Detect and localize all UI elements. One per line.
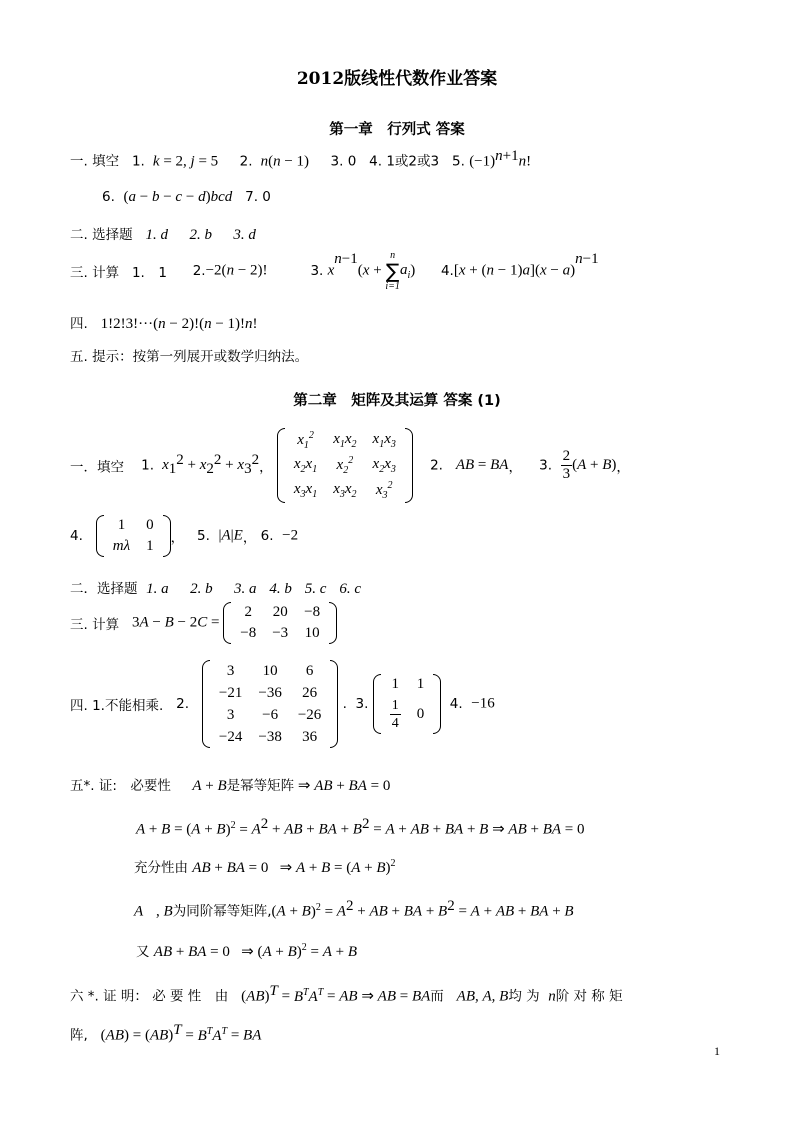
ch2-q2-item: 5. c — [304, 581, 327, 597]
matrix-m-lambda: 1 0 mλ 1 — [96, 515, 171, 557]
ch2-q1-a5-num: 5. — [196, 528, 210, 544]
ch2-q1-line1: 一．填空 1. $x_1^2 + x_2^2 + x_3^2$， $x_1^2$ $x_1x_2$ $x_1x_3$ $x_2x_1$ $x_2^2$ $x_2x_3$ $x_3x_1$ $x_3x_2$ $x_3^2$ 2. AB = BA， 3. $\frac{2}{3}$ (A + B)， — [70, 430, 630, 501]
matrix-cell: −26 — [297, 707, 322, 723]
symmetric-matrix: $x_1^2$ $x_1x_2$ $x_1x_3$ $x_2x_1$ $x_2^2$ $x_2x_3$ $x_3x_1$ $x_3x_2$ $x_3^2$ — [277, 428, 413, 503]
ch2-q5-text2: 为同阶幂等矩阵, — [172, 903, 272, 920]
ch2-q4-label: 四. 1.不能相乘. — [70, 698, 164, 714]
ch1-q2-line — [70, 223, 256, 244]
ch2-q6-label: 六 *. 证 明： 必 要 性 由 — [70, 988, 229, 1005]
ch2-q5-line4: A , B为同阶幂等矩阵$,(A + B)^2 = A^2$ + AB + BA + $B^2 = A$ + AB + BA + B — [134, 898, 574, 920]
ch2-q2-item: 2. b — [190, 581, 213, 597]
ch2-q6-text2: 均 为 — [508, 988, 540, 1005]
fraction-two-thirds: $\frac{2}{3}$ — [562, 448, 571, 482]
matrix-cell: −24 — [218, 729, 243, 745]
matrix-cell: 2 — [244, 604, 252, 620]
fraction-matrix-2x2: 1 1 $\frac{1}{4}$ 0 — [373, 674, 442, 734]
ch2-q4-line: 四. 1.不能相乘. 2. 3 10 6 −21 −36 26 3 −6 −26 −24 −38 36 . 3. 1 1 $\frac{1}{4}$ 0 4. −16 — [70, 660, 495, 748]
matrix-cell: 6 — [305, 663, 314, 679]
ch1-q1-a4: 4. 1或2或3 — [369, 153, 440, 170]
ch2-q2-item: 6. c — [339, 581, 361, 597]
matrix-cell: −38 — [258, 729, 282, 745]
ch1-q2-item: 3. d — [233, 227, 256, 243]
ch1-q3-line: 三. 计算 1. 1 2.−2(n − 2)! 3. $x^{n-1}(x$ + n ∑ i=1 $a_i$) $4.[x + (n - 1)a](x - a)^{n-1}$ — [70, 250, 599, 292]
ch2-q1-a3-num: 3. — [539, 457, 553, 474]
ch1-q1-a5-num: 5. — [452, 153, 465, 170]
ch1-q3-a2-num: 2. — [192, 263, 206, 279]
matrix-cell: −8 — [240, 625, 257, 641]
page-title: 2012版线性代数作业答案 — [296, 69, 498, 89]
matrix-cell: 10 — [304, 625, 320, 641]
ch1-q4-label: 四. — [70, 316, 88, 332]
ch2-q4-a3-num: 3. — [355, 696, 369, 712]
ch1-q1-label: 一. 填空 — [70, 153, 120, 170]
matrix-cell: 20 — [272, 604, 288, 620]
ch1-q2-item: 2. b — [189, 227, 212, 243]
matrix-cell: −6 — [262, 707, 279, 723]
matrix-cell: 3 — [226, 663, 235, 679]
ch1-q1-line1: 一. 填空 1. k = 2, j = 5 2. n(n − 1) 3. 0 4. 1或2或3 5. $(-1)^{n+1}n$! — [70, 148, 532, 170]
summation-symbol: n ∑ i=1 — [385, 250, 400, 292]
ch2-q5-label: 五*. 证: 必要性 — [70, 778, 171, 794]
matrix-cell: −21 — [218, 685, 243, 701]
ch2-q1-a2-num: 2. — [430, 457, 443, 474]
ch1-q1-a6-num: 6. — [102, 189, 115, 205]
ch2-q6-line2: 阵, $(AB) = (AB)^T = B^TA^T$ = BA — [70, 1022, 262, 1044]
ch1-q4-line: 四. 1!2!3!···(n − 2)!(n − 1)!n! — [70, 316, 258, 332]
matrix-cell: −8 — [304, 604, 321, 620]
ch1-q1-a3: 3. 0 — [330, 153, 357, 170]
matrix-cell: 36 — [302, 729, 318, 745]
ch2-q1-line2: 4. 1 0 mλ 1 ， 5. |A|E， 6. −2 — [70, 515, 298, 557]
ch2-q6-text3: 阶 对 称 矩 — [555, 988, 623, 1005]
ch1-q1-a7: 7. 0 — [245, 189, 271, 205]
ch1-q2-label: 二. 选择题 — [70, 227, 133, 243]
matrix-cell: −36 — [258, 685, 282, 701]
ch1-q1-line2: 6. (a − b − c − d)bcd 7. 0 — [102, 189, 271, 205]
ch2-q4-a4-value: −16 — [471, 695, 495, 712]
matrix-cell: 26 — [302, 685, 318, 701]
ch1-q1-a1-num: 1. — [131, 153, 145, 170]
ch2-q4-a2-num: 2. — [176, 696, 190, 712]
ch2-q2-label: 二．选择题 — [70, 581, 138, 597]
ch2-q5-suff: 充分性由 — [134, 860, 188, 876]
ch1-q3-a1: 1. 1 — [131, 265, 167, 281]
chapter1-heading: 第一章 行列式 答案 — [329, 122, 465, 138]
ch2-q3-line: 三. 计算 3A − B − 2C = 2 20 −8 −8 −3 10 — [70, 602, 337, 644]
result-matrix-2x3 — [223, 602, 337, 644]
ch2-q1-label: 一．填空 — [70, 459, 124, 476]
ch2-q5-line2: $A + B = (A + B)^2 = A^2$ + AB + BA + $B^2 = A$ + AB + BA + B ⇒ AB + BA = 0 — [136, 816, 585, 838]
ch2-q2-item: 4. b — [269, 581, 292, 597]
ch2-q5-also: 又 — [136, 944, 150, 960]
matrix-cell: 3 — [226, 707, 235, 723]
ch1-q3-label: 三. 计算 — [70, 265, 120, 281]
ch2-q5-line3: 充分性由 AB + BA = 0 ⇒ $A + B = (A + B)^2$ — [134, 858, 396, 876]
ch2-q1-a4-num: 4. — [70, 528, 83, 544]
ch2-q6-line2-label: 阵, — [70, 1027, 88, 1044]
ch2-q2-item: 1. a — [146, 581, 169, 597]
ch2-q2-item: 3. a — [234, 581, 257, 597]
ch1-q3-a3-num: 3. — [310, 263, 324, 279]
ch2-q6-text1: 而 — [430, 988, 444, 1005]
ch2-q1-a6-num: 6. — [260, 528, 274, 544]
ch1-q3-a4-num: 4. — [440, 263, 454, 279]
ch1-q5-line: 五. 提示：按第一列展开或数学归纳法。 — [70, 349, 309, 365]
result-matrix-4x3 — [202, 660, 338, 748]
ch2-q5-text1: 是幂等矩阵 — [226, 778, 295, 794]
ch2-q3-label: 三. 计算 — [70, 617, 120, 633]
ch1-q1-a2-num: 2. — [239, 153, 253, 170]
ch2-q6-line1: 六 *. 证 明： 必 要 性 由 $(AB)^T = B^TA^T$ = AB ⇒ AB = BA而 AB, A, B均 为 n阶 对 称 矩 — [70, 983, 623, 1005]
ch2-q1-a1-num: 1. — [141, 457, 155, 474]
matrix-cell: −3 — [272, 625, 289, 641]
ch2-q2-line — [70, 577, 361, 598]
chapter2-heading: 第二章 矩阵及其运算 答案 (1) — [293, 393, 501, 409]
ch2-q4-a4-num: 4. — [449, 696, 463, 712]
page-number: 1 — [714, 1044, 720, 1058]
ch1-q2-item: 1. d — [145, 227, 168, 243]
matrix-cell: 10 — [262, 663, 278, 679]
ch2-q5-line5: 又 AB + BA = 0 ⇒ $(A + B)^2 = A + B$ — [136, 942, 358, 960]
ch2-q1-a6-value: −2 — [282, 527, 299, 544]
ch2-q5-line1: 五*. 证: 必要性 A + B是幂等矩阵 ⇒ AB + BA = 0 — [70, 778, 391, 794]
